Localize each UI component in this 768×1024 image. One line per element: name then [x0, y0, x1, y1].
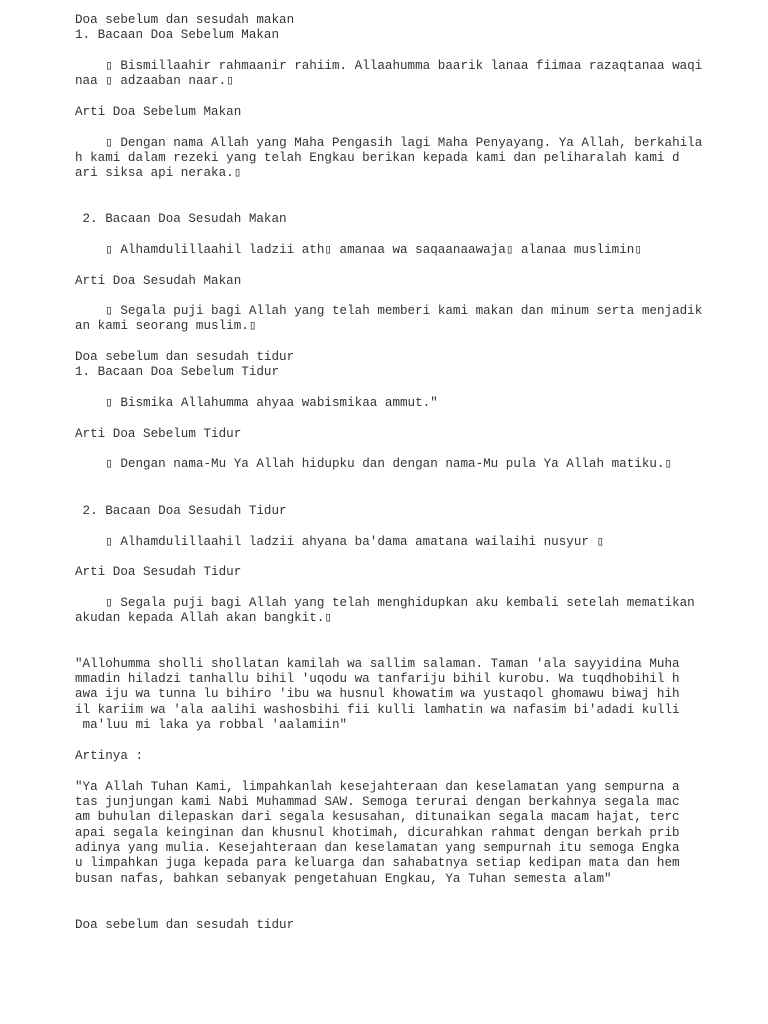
text-line: mmadin hiladzi tanhallu bihil 'uqodu wa tanfariju bihil kurobu. Wa tuqdhobihil h — [75, 672, 680, 686]
text-line: Doa sebelum dan sesudah tidur — [75, 350, 295, 364]
text-line: 1. Bacaan Doa Sebelum Makan — [75, 28, 280, 42]
text-line: Arti Doa Sesudah Makan — [75, 274, 242, 288]
text-line: il kariim wa 'ala aalihi washosbihi fii kulli lamhatin wa nafasim bi'adadi kulli — [75, 703, 680, 717]
text-line: ▯ Alhamdulillaahil ladzii ath▯ amanaa wa saqaanaawaja▯ alanaa muslimin▯ — [75, 243, 642, 257]
text-line: "Ya Allah Tuhan Kami, limpahkanlah kesejahteraan dan keselamatan yang sempurna a — [75, 780, 680, 794]
text-line: awa iju wa tunna lu bihiro 'ibu wa husnul khowatim wa yustaqol ghomawu biwaj hih — [75, 687, 680, 701]
text-line: Doa sebelum dan sesudah tidur — [75, 918, 295, 932]
text-line: ▯ Segala puji bagi Allah yang telah menghidupkan aku kembali setelah mematikan — [75, 596, 695, 610]
text-line: naa ▯ adzaaban naar.▯ — [75, 74, 234, 88]
text-line: h kami dalam rezeki yang telah Engkau berikan kepada kami dan peliharalah kami d — [75, 151, 680, 165]
text-line: 2. Bacaan Doa Sesudah Makan — [75, 212, 287, 226]
text-line: adinya yang mulia. Kesejahteraan dan keselamatan yang sempurnah itu semoga Engka — [75, 841, 680, 855]
text-line: ▯ Dengan nama-Mu Ya Allah hidupku dan dengan nama-Mu pula Ya Allah matiku.▯ — [75, 457, 673, 471]
text-line: Doa sebelum dan sesudah makan — [75, 13, 295, 27]
text-line: an kami seorang muslim.▯ — [75, 319, 257, 333]
text-line: akudan kepada Allah akan bangkit.▯ — [75, 611, 332, 625]
text-line: ▯ Bismika Allahumma ahyaa wabismikaa ammut." — [75, 396, 438, 410]
text-line: Arti Doa Sebelum Tidur — [75, 427, 242, 441]
text-line: ▯ Dengan nama Allah yang Maha Pengasih lagi Maha Penyayang. Ya Allah, berkahila — [75, 136, 703, 150]
text-line: 1. Bacaan Doa Sebelum Tidur — [75, 365, 280, 379]
text-line: Artinya : — [75, 749, 144, 763]
text-line: ▯ Alhamdulillaahil ladzii ahyana ba'dama amatana wailaihi nusyur ▯ — [75, 535, 605, 549]
text-line: tas junjungan kami Nabi Muhammad SAW. Semoga terurai dengan berkahnya segala mac — [75, 795, 680, 809]
text-line: apai segala keinginan dan khusnul khotimah, dicurahkan rahmat dengan berkah prib — [75, 826, 680, 840]
text-line: busan nafas, bahkan sebanyak pengetahuan Engkau, Ya Tuhan semesta alam" — [75, 872, 612, 886]
text-line: u limpahkan juga kepada para keluarga dan sahabatnya setiap kedipan mata dan hem — [75, 856, 680, 870]
text-line: ari siksa api neraka.▯ — [75, 166, 242, 180]
text-line: "Allohumma sholli shollatan kamilah wa sallim salaman. Taman 'ala sayyidina Muha — [75, 657, 680, 671]
text-line: Arti Doa Sesudah Tidur — [75, 565, 242, 579]
text-line: ▯ Segala puji bagi Allah yang telah memberi kami makan dan minum serta menjadik — [75, 304, 703, 318]
text-line: Arti Doa Sebelum Makan — [75, 105, 242, 119]
text-line: ▯ Bismillaahir rahmaanir rahiim. Allaahumma baarik lanaa fiimaa razaqtanaa waqi — [75, 59, 703, 73]
text-line: am buhulan dilepaskan dari segala kesusahan, ditunaikan segala macam hajat, terc — [75, 810, 680, 824]
text-line: ma'luu mi laka ya robbal 'aalamiin" — [75, 718, 348, 732]
text-line: 2. Bacaan Doa Sesudah Tidur — [75, 504, 287, 518]
